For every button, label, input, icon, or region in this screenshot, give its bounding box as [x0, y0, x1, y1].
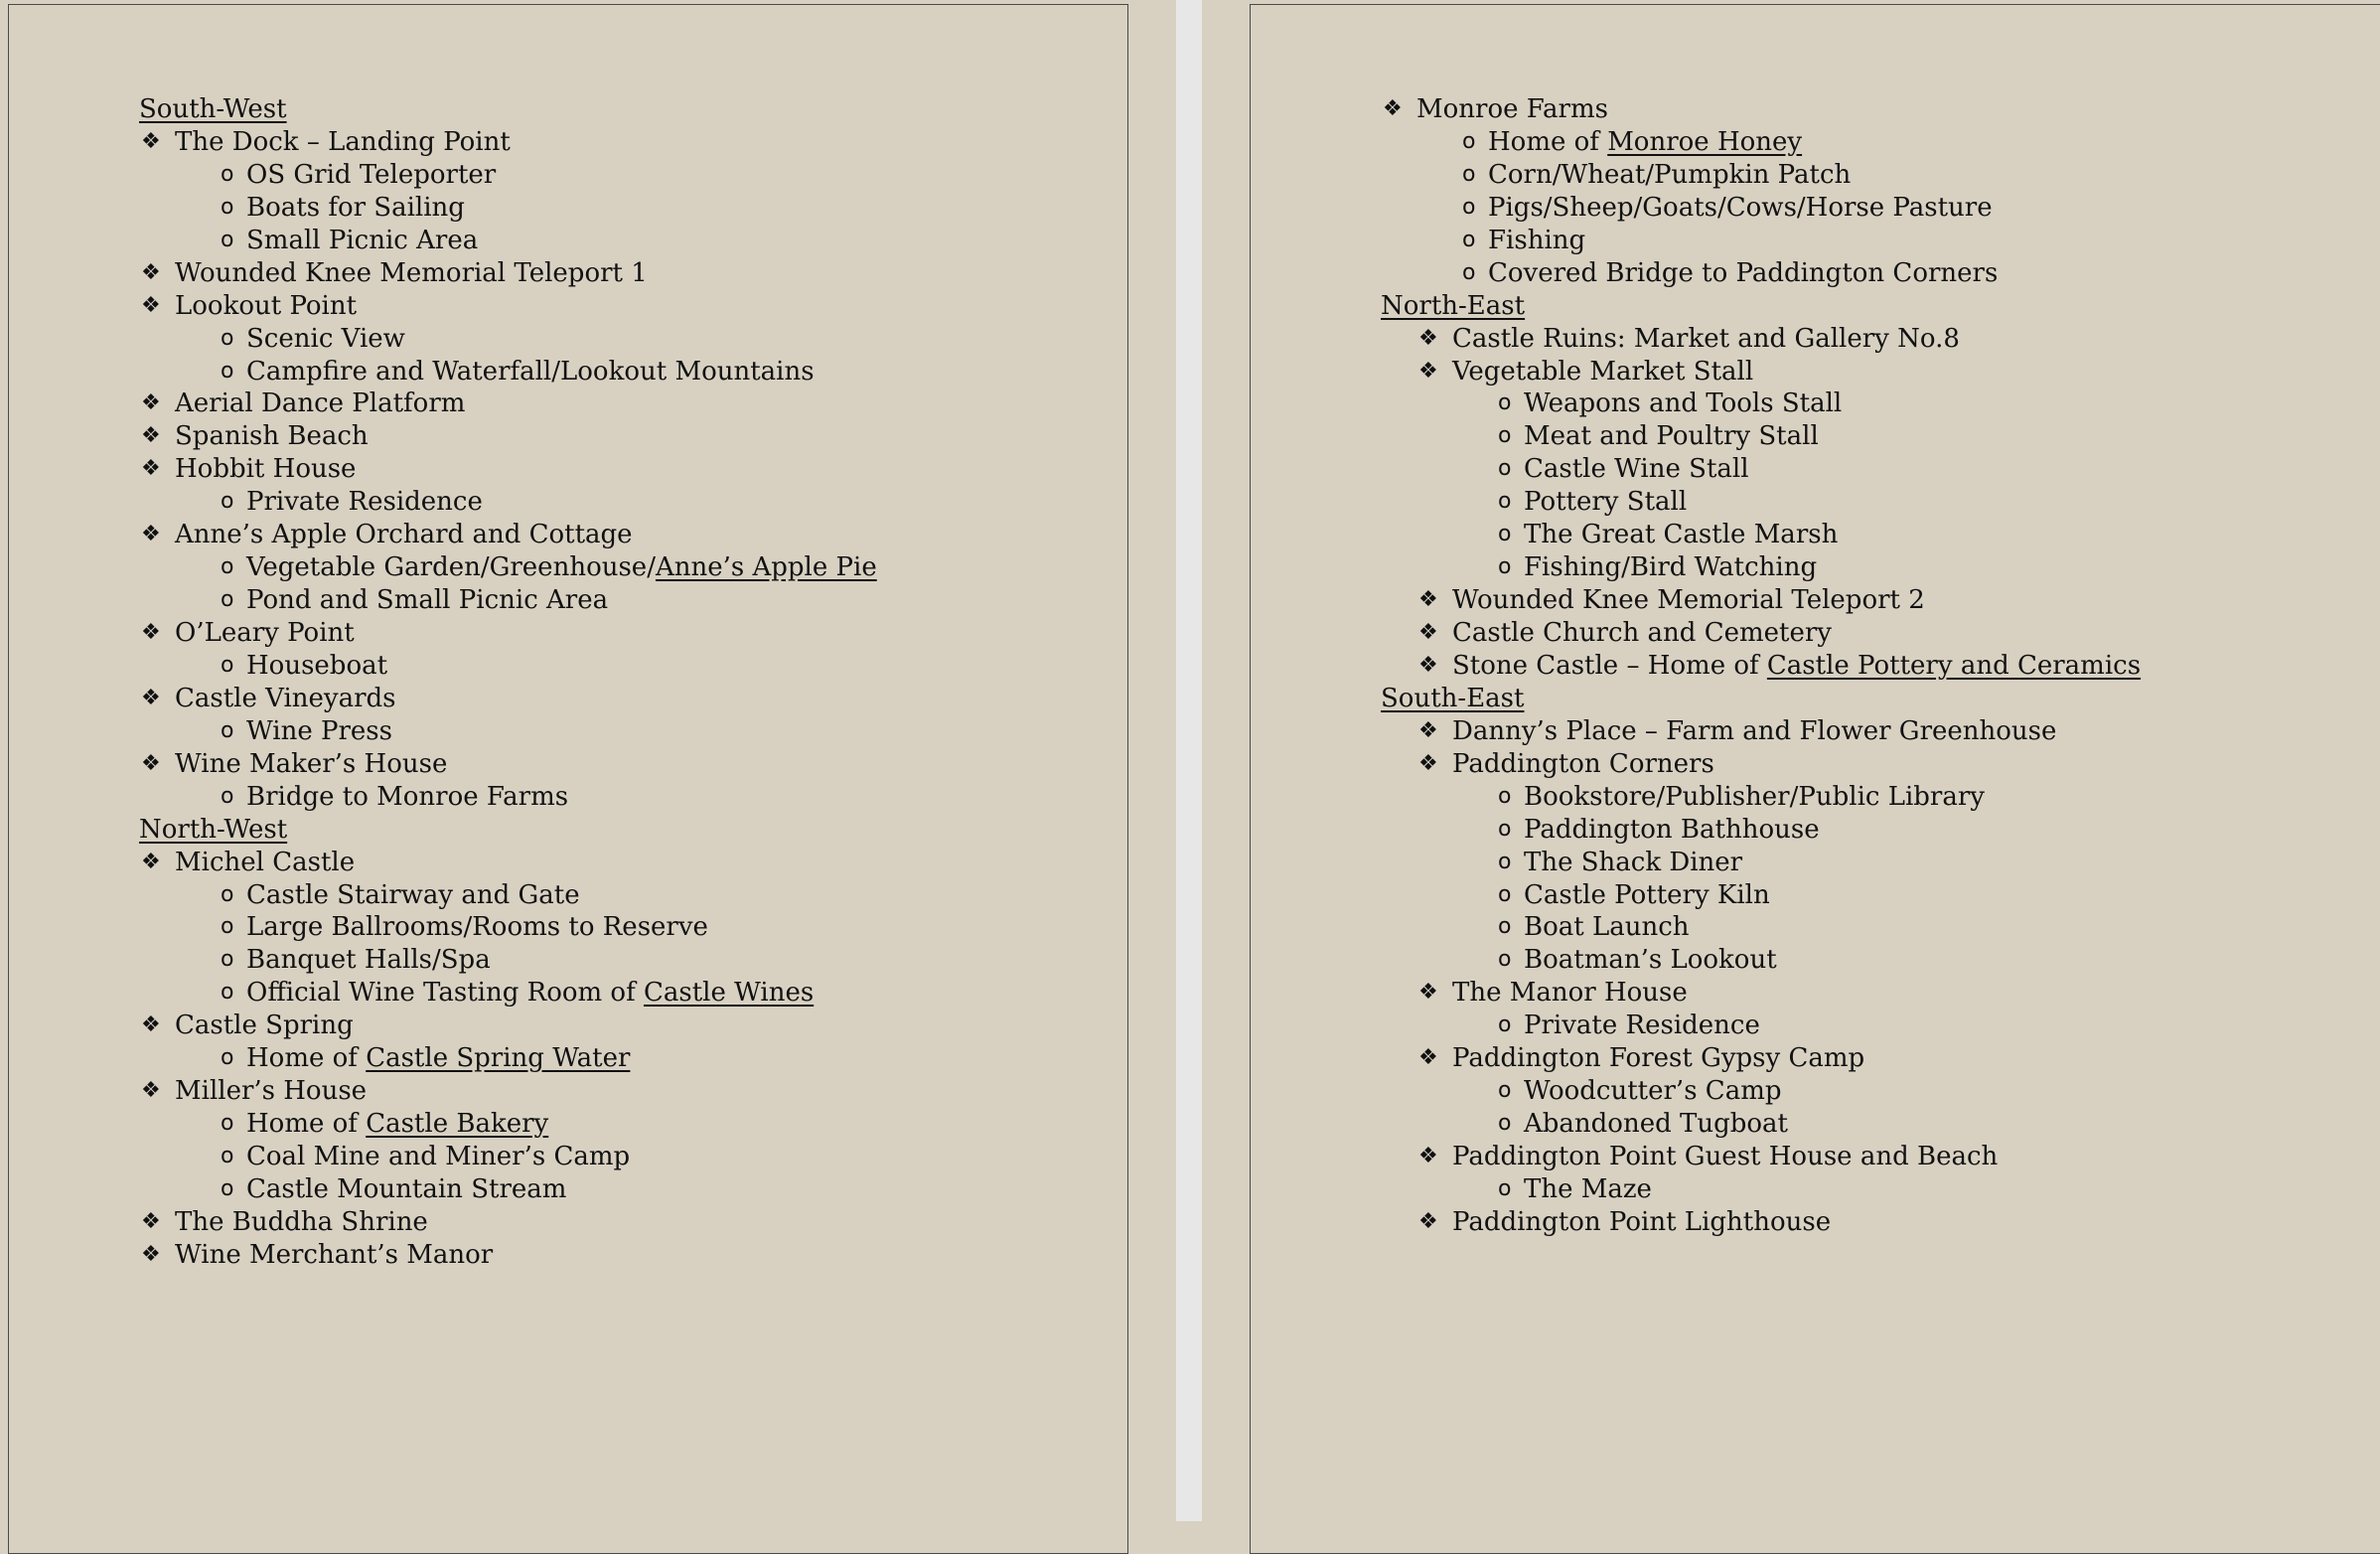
list-item-secondary	[139, 715, 877, 748]
circle-bullet-icon: o	[221, 1175, 234, 1201]
circle-bullet-icon: o	[1498, 522, 1512, 547]
list-item-secondary	[139, 944, 877, 977]
circle-bullet-icon: o	[1498, 390, 1512, 416]
item-text: Covered Bridge to Paddington Corners	[1488, 257, 1999, 288]
circle-bullet-icon: o	[221, 783, 234, 809]
diamond-bullet-icon: ❖	[141, 685, 161, 710]
item-text: Monroe Farms	[1416, 94, 1608, 124]
circle-bullet-icon: o	[1498, 554, 1512, 580]
list-item-primary	[1381, 977, 2141, 1010]
item-text: Michel Castle	[175, 847, 356, 877]
item-text: Bridge to Monroe Farms	[246, 781, 569, 812]
item-text: North-West	[139, 814, 288, 845]
circle-bullet-icon: o	[221, 194, 234, 220]
section-heading	[1381, 290, 2141, 323]
circle-bullet-icon: o	[1462, 161, 1476, 187]
list-item-secondary	[139, 159, 877, 192]
diamond-bullet-icon: ❖	[1418, 652, 1438, 678]
list-item-secondary	[1381, 1010, 2141, 1042]
item-text: The Manor House	[1452, 978, 1688, 1009]
item-text: The Buddha Shrine	[175, 1206, 428, 1237]
list-item-primary	[139, 617, 877, 650]
list-item-secondary	[1381, 159, 2141, 192]
document-page-left[interactable]	[8, 4, 1128, 1554]
diamond-bullet-icon: ❖	[141, 1078, 161, 1104]
diamond-bullet-icon: ❖	[141, 292, 161, 318]
list-item-secondary	[1381, 486, 2141, 519]
circle-bullet-icon: o	[221, 587, 234, 613]
list-item-primary	[139, 519, 877, 551]
item-text: Home of	[246, 1109, 367, 1140]
item-text: Paddington Point Guest House and Beach	[1452, 1142, 1999, 1171]
item-text: Private Residence	[246, 487, 483, 518]
list-item-secondary	[1381, 911, 2141, 944]
section-heading	[1381, 683, 2141, 715]
list-item-secondary	[139, 356, 877, 388]
circle-bullet-icon: o	[1462, 259, 1476, 285]
list-item-secondary	[1381, 420, 2141, 453]
list-item-primary	[1381, 715, 2141, 748]
circle-bullet-icon: o	[221, 161, 234, 187]
item-text: Aerial Dance Platform	[175, 388, 466, 419]
circle-bullet-icon: o	[1498, 489, 1512, 515]
list-item-primary	[1381, 748, 2141, 781]
circle-bullet-icon: o	[1498, 947, 1512, 973]
item-text: O’Leary Point	[175, 618, 355, 648]
list-item-primary	[1381, 93, 2141, 126]
diamond-bullet-icon: ❖	[1418, 587, 1438, 613]
item-text: Wine Merchant’s Manor	[175, 1239, 494, 1270]
diamond-bullet-icon: ❖	[1418, 750, 1438, 776]
page-gutter	[1176, 0, 1202, 1521]
circle-bullet-icon: o	[1498, 1111, 1512, 1137]
document-page-right[interactable]	[1250, 4, 2380, 1554]
item-text: Paddington Forest Gypsy Camp	[1452, 1043, 1865, 1074]
item-text: The Dock – Landing Point	[175, 126, 511, 157]
list-item-secondary	[1381, 388, 2141, 420]
diamond-bullet-icon: ❖	[141, 1012, 161, 1038]
item-text: Paddington Bathhouse	[1524, 814, 1820, 845]
item-text: Vegetable Market Stall	[1452, 356, 1754, 387]
item-text: South-West	[139, 94, 287, 124]
item-text: Castle Spring	[175, 1010, 354, 1041]
list-item-primary	[1381, 1141, 2141, 1173]
item-text: Woodcutter’s Camp	[1524, 1076, 1782, 1107]
diamond-bullet-icon: ❖	[1418, 1144, 1438, 1168]
circle-bullet-icon: o	[1498, 1078, 1512, 1104]
list-item-secondary	[139, 650, 877, 683]
item-text: Paddington Point Lighthouse	[1452, 1206, 1832, 1237]
list-item-primary	[139, 683, 877, 715]
item-text: Castle Church and Cemetery	[1452, 618, 1832, 648]
circle-bullet-icon: o	[1462, 128, 1476, 154]
diamond-bullet-icon: ❖	[1418, 1208, 1438, 1234]
list-item-secondary	[1381, 192, 2141, 225]
item-text: Castle Pottery Kiln	[1524, 879, 1770, 910]
list-item-primary	[139, 290, 877, 323]
section-heading	[139, 93, 877, 126]
product-link[interactable]: Castle Pottery and Ceramics	[1766, 650, 2142, 681]
circle-bullet-icon: o	[1498, 849, 1512, 874]
list-item-secondary	[139, 879, 877, 912]
list-item-primary	[1381, 650, 2141, 683]
list-item-primary	[139, 453, 877, 486]
circle-bullet-icon: o	[221, 358, 234, 384]
list-item-primary	[139, 748, 877, 781]
list-item-primary	[1381, 584, 2141, 617]
list-item-primary	[139, 257, 877, 290]
item-text: Boats for Sailing	[246, 192, 465, 223]
circle-bullet-icon: o	[1498, 914, 1512, 940]
list-item-primary	[139, 388, 877, 420]
item-text: Abandoned Tugboat	[1524, 1109, 1788, 1140]
item-text: Large Ballrooms/Rooms to Reserve	[246, 912, 708, 943]
item-text: Anne’s Apple Orchard and Cottage	[175, 520, 633, 550]
location-outline-right	[1381, 93, 2141, 1239]
list-item-primary	[1381, 356, 2141, 388]
circle-bullet-icon: o	[221, 325, 234, 351]
circle-bullet-icon: o	[1498, 423, 1512, 449]
item-text: Castle Vineyards	[175, 683, 396, 713]
circle-bullet-icon: o	[1498, 1012, 1512, 1038]
list-item-primary	[1381, 323, 2141, 356]
list-item-primary	[139, 1010, 877, 1042]
product-link[interactable]: Monroe Honey	[1607, 126, 1803, 157]
item-text: Houseboat	[246, 650, 388, 681]
diamond-bullet-icon: ❖	[141, 390, 161, 416]
diamond-bullet-icon: ❖	[141, 620, 161, 645]
item-text: Paddington Corners	[1452, 748, 1714, 779]
item-text: Castle Stairway and Gate	[246, 879, 580, 910]
list-item-secondary	[1381, 126, 2141, 159]
circle-bullet-icon: o	[221, 881, 234, 907]
item-text: Boatman’s Lookout	[1524, 945, 1777, 976]
item-text: Wounded Knee Memorial Teleport 1	[175, 257, 648, 288]
item-text: Pottery Stall	[1524, 487, 1688, 518]
circle-bullet-icon: o	[221, 489, 234, 515]
item-text: Coal Mine and Miner’s Camp	[246, 1142, 631, 1171]
diamond-bullet-icon: ❖	[1418, 325, 1438, 351]
diamond-bullet-icon: ❖	[141, 423, 161, 449]
list-item-secondary	[139, 192, 877, 225]
circle-bullet-icon: o	[221, 554, 234, 580]
circle-bullet-icon: o	[1462, 227, 1476, 252]
diamond-bullet-icon: ❖	[141, 1241, 161, 1267]
item-text: Danny’s Place – Farm and Flower Greenhouse	[1452, 715, 2057, 746]
section-heading	[139, 814, 877, 847]
product-link[interactable]: Anne’s Apple Pie	[655, 552, 877, 583]
list-item-secondary	[139, 225, 877, 257]
item-text: Campfire and Waterfall/Lookout Mountains	[246, 356, 815, 387]
circle-bullet-icon: o	[221, 980, 234, 1006]
item-text: Bookstore/Publisher/Public Library	[1524, 781, 1985, 812]
item-text: Weapons and Tools Stall	[1524, 388, 1843, 419]
list-item-secondary	[1381, 879, 2141, 912]
list-item-secondary	[1381, 944, 2141, 977]
item-text: The Maze	[1524, 1173, 1652, 1204]
product-link[interactable]: Castle Spring Water	[366, 1043, 631, 1074]
list-item-secondary	[139, 584, 877, 617]
item-text: The Great Castle Marsh	[1524, 520, 1839, 550]
item-text: North-East	[1381, 290, 1526, 321]
list-item-secondary	[1381, 781, 2141, 814]
list-item-secondary	[1381, 453, 2141, 486]
diamond-bullet-icon: ❖	[1383, 96, 1403, 121]
list-item-secondary	[139, 977, 877, 1010]
diamond-bullet-icon: ❖	[141, 1208, 161, 1234]
list-item-primary	[139, 847, 877, 879]
circle-bullet-icon: o	[221, 947, 234, 973]
list-item-primary	[139, 1239, 877, 1272]
product-link[interactable]: Castle Bakery	[366, 1109, 549, 1140]
list-item-primary	[139, 1075, 877, 1108]
list-item-primary	[139, 1206, 877, 1239]
list-item-secondary	[1381, 257, 2141, 290]
diamond-bullet-icon: ❖	[1418, 717, 1438, 743]
list-item-secondary	[139, 551, 877, 584]
item-text: OS Grid Teleporter	[246, 159, 497, 190]
circle-bullet-icon: o	[221, 1111, 234, 1137]
diamond-bullet-icon: ❖	[141, 849, 161, 874]
item-text: Meat and Poultry Stall	[1524, 421, 1819, 452]
circle-bullet-icon: o	[1498, 881, 1512, 907]
item-text: The Shack Diner	[1524, 847, 1743, 877]
list-item-secondary	[1381, 519, 2141, 551]
circle-bullet-icon: o	[1498, 1175, 1512, 1201]
item-text: Fishing/Bird Watching	[1524, 552, 1818, 583]
list-item-secondary	[1381, 1075, 2141, 1108]
circle-bullet-icon: o	[1498, 456, 1512, 482]
item-text: Boat Launch	[1524, 912, 1690, 943]
diamond-bullet-icon: ❖	[141, 750, 161, 776]
item-text: Pigs/Sheep/Goats/Cows/Horse Pasture	[1488, 192, 1993, 223]
list-item-secondary	[1381, 551, 2141, 584]
location-outline-left	[139, 93, 877, 1272]
item-text: Wine Maker’s House	[175, 748, 448, 779]
circle-bullet-icon: o	[1462, 194, 1476, 220]
diamond-bullet-icon: ❖	[141, 128, 161, 154]
list-item-secondary	[1381, 814, 2141, 847]
list-item-secondary	[139, 911, 877, 944]
list-item-secondary	[1381, 1173, 2141, 1206]
item-text: Home of	[1488, 126, 1608, 157]
item-text: Banquet Halls/Spa	[246, 945, 491, 976]
item-text: Home of	[246, 1043, 367, 1074]
list-item-secondary	[139, 1108, 877, 1141]
diamond-bullet-icon: ❖	[141, 456, 161, 482]
circle-bullet-icon: o	[1498, 816, 1512, 842]
list-item-secondary	[139, 1173, 877, 1206]
list-item-primary	[1381, 1042, 2141, 1075]
item-text: Wine Press	[246, 715, 392, 746]
item-text: South-East	[1381, 683, 1525, 713]
item-text: Corn/Wheat/Pumpkin Patch	[1488, 159, 1852, 190]
item-text: Stone Castle – Home of	[1452, 650, 1767, 681]
list-item-primary	[1381, 617, 2141, 650]
list-item-secondary	[139, 781, 877, 814]
item-text: Castle Mountain Stream	[246, 1173, 567, 1204]
list-item-secondary	[139, 486, 877, 519]
item-text: Castle Ruins: Market and Gallery No.8	[1452, 323, 1960, 354]
circle-bullet-icon: o	[221, 1045, 234, 1071]
circle-bullet-icon: o	[221, 717, 234, 743]
diamond-bullet-icon: ❖	[1418, 980, 1438, 1006]
diamond-bullet-icon: ❖	[1418, 1045, 1438, 1071]
item-text: Private Residence	[1524, 1010, 1760, 1041]
list-item-secondary	[139, 1042, 877, 1075]
item-text: Wounded Knee Memorial Teleport 2	[1452, 585, 1925, 616]
item-text: Castle Wine Stall	[1524, 454, 1749, 485]
list-item-secondary	[139, 323, 877, 356]
circle-bullet-icon: o	[221, 227, 234, 252]
list-item-secondary	[1381, 847, 2141, 879]
circle-bullet-icon: o	[221, 1144, 234, 1168]
circle-bullet-icon: o	[221, 652, 234, 678]
item-text: Scenic View	[246, 323, 405, 354]
product-link[interactable]: Castle Wines	[643, 978, 815, 1009]
item-text: Pond and Small Picnic Area	[246, 585, 609, 616]
list-item-primary	[139, 420, 877, 453]
list-item-secondary	[1381, 1108, 2141, 1141]
item-text: Vegetable Garden/Greenhouse/	[246, 552, 656, 583]
list-item-primary	[1381, 1206, 2141, 1239]
diamond-bullet-icon: ❖	[141, 259, 161, 285]
item-text: Lookout Point	[175, 290, 358, 321]
item-text: Miller’s House	[175, 1076, 368, 1107]
item-text: Spanish Beach	[175, 421, 369, 452]
diamond-bullet-icon: ❖	[141, 522, 161, 547]
circle-bullet-icon: o	[221, 914, 234, 940]
item-text: Fishing	[1488, 225, 1586, 255]
list-item-secondary	[139, 1141, 877, 1173]
diamond-bullet-icon: ❖	[1418, 620, 1438, 645]
diamond-bullet-icon: ❖	[1418, 358, 1438, 384]
circle-bullet-icon: o	[1498, 783, 1512, 809]
item-text: Official Wine Tasting Room of	[246, 978, 644, 1009]
list-item-primary	[139, 126, 877, 159]
list-item-secondary	[1381, 225, 2141, 257]
item-text: Small Picnic Area	[246, 225, 479, 255]
item-text: Hobbit House	[175, 454, 357, 485]
